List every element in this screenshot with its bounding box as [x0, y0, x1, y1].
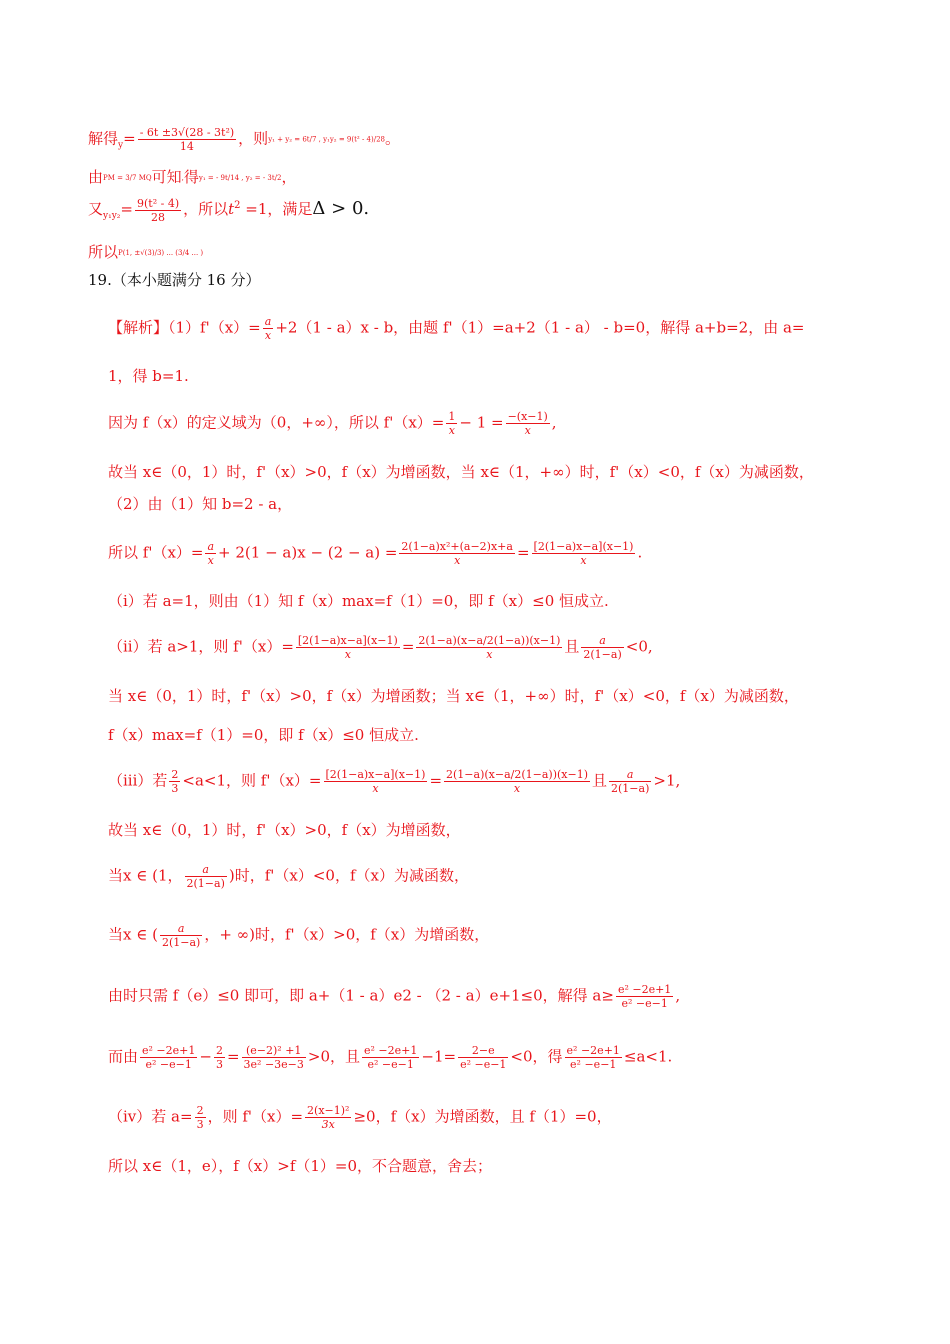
case-ii-monotonic: 当 x∈（0，1）时，f'（x）>0，f（x）为增函数；当 x∈（1，+∞）时，f'（x）<0，f（x）为减函数， [108, 687, 799, 705]
fraction: $\frac{2}{3}$ [171, 768, 179, 795]
analysis-b-value: 1，得 b=1. [108, 367, 189, 385]
case-i: （i）若 a=1，则由（1）知 f（x）max=f（1）=0，即 f（x）≤0 恒成立. [108, 592, 609, 610]
fraction: $\frac{\text{9(t² - 4)}}{28}$ [136, 196, 180, 224]
case-iii-increasing: 故当 x∈（0，1）时，f'（x）>0，f（x）为增函数， [108, 821, 461, 839]
comparison: 而由 $\frac{\text{e² −2e+1}}{\text{e² −e−1}}$ − $\frac{2}{3}$ = $\frac{\text{(e−2)² +1}}{\text{3e² −3e−3}}$ >0，且 $\frac{\text{e² −2e+1}}{\text{e² −e−1}}$ −1= $\frac{2-e}{\text{e² −e−1}}$ <0，得 $\frac{\text{e² −2e+1}}{\text{e² −e−1}}$ ≤a<1. [108, 1044, 673, 1071]
fraction: $\frac{-(x-1)}{x}$ [507, 410, 548, 437]
line-from-pm: 由PM = 3/7 MQ可知,得y₁ = - 9t/14 , y₂ = - 3t/2， [88, 168, 297, 186]
line-also: 又$_{y_1y_2}$= $\frac{\text{9(t² - 4)}}{28}$ ，所以$t^2 =1$，满足Δ > 0. [88, 196, 370, 224]
fraction: $\frac{\text{2(x−1)²}}{3x}$ [307, 1104, 350, 1131]
domain-derivative: 因为 f（x）的定义域为（0，+∞），所以 f'（x）= $\frac{1}{x}$ − 1 = $\frac{-(x-1)}{x}$ , [108, 410, 557, 437]
derivative-factored: 所以 f'（x）= $\frac{a}{x}$ + 2(1 − a)x − (2 − a) = $\frac{\text{2(1−a)x²+(a−2)x+a}}{x}$ = $\frac{[2(1-a)x-a](x-1)}{x}$ . [108, 540, 643, 567]
problem-number-19: 19.（本小题满分 16 分） [88, 271, 261, 289]
fraction: $\frac{a}{2(1-a)}$ [186, 863, 225, 890]
fraction: $\frac{2}{3}$ [215, 1044, 223, 1071]
case-iii-decreasing: 当x ∈ (1， $\frac{a}{2(1-a)}$ )时，f'（x）<0，f（x）为减函数， [108, 863, 469, 890]
fraction: $\frac{[2(1-a)x-a](x-1)}{x}$ [297, 634, 398, 661]
monotonic-intervals: 故当 x∈（0，1）时，f'（x）>0，f（x）为增函数，当 x∈（1，+∞）时，f'（x）<0，f（x）为减函数， [108, 463, 814, 481]
fraction: $\frac{\text{e² −2e+1}}{\text{e² −e−1}}$ [364, 1044, 418, 1071]
fraction: $\frac{a}{2(1-a)}$ [583, 634, 622, 661]
fraction: $\frac{2-e}{\text{e² −e−1}}$ [460, 1044, 507, 1071]
case-ii: （ii）若 a>1，则 f'（x）= $\frac{[2(1-a)x-a](x-1)}{x}$ = $\frac{2(1-a)(x-a/2(1-a))(x-1)}{x}$ 且 $\frac{a}{2(1-a)}$ <0, [108, 634, 653, 661]
analysis-part1: 【解析】（1）f'（x）= $\frac{a}{x}$ +2（1 - a）x - b，由题 f'（1）=a+2（1 - a） - b=0，解得 a+b=2，由 a= [108, 315, 805, 342]
line-solve-y: 解得$_y$= $\frac{\text{- 6t ±3√(28 - 3t²)}}{14}$ ，则y₁ + y₂ = 6t/7 , y₁y₂ = 9(t² - 4)/28。 [88, 126, 401, 153]
fraction: $\frac{\text{e² −2e+1}}{\text{e² −e−1}}$ [566, 1044, 620, 1071]
case-ii-max: f（x）max=f（1）=0，即 f（x）≤0 恒成立. [108, 726, 419, 744]
fraction: $\frac{2(1-a)(x-a/2(1-a))(x-1)}{x}$ [446, 768, 588, 795]
fraction: $\frac{\text{2(1−a)x²+(a−2)x+a}}{x}$ [401, 540, 513, 567]
fraction: $\frac{2(1-a)(x-a/2(1-a))(x-1)}{x}$ [418, 634, 561, 661]
case-iii-increasing-2: 当x ∈ ( $\frac{a}{2(1-a)}$ ，+ ∞)时，f'（x）>0，f（x）为增函数， [108, 922, 490, 949]
part2-b-relation: （2）由（1）知 b=2 - a， [108, 495, 293, 513]
case-iv: （iv）若 a= $\frac{2}{3}$ ，则 f'（x）= $\frac{\text{2(x−1)²}}{3x}$ ≥0，f（x）为增函数，且 f（1）=0， [108, 1104, 612, 1131]
condition-fe: 由时只需 f（e）≤0 即可，即 a+（1 - a）e2 - （2 - a）e+1≤0，解得 a≥ $\frac{\text{e² −2e+1}}{\text{e² −e−1}}$ , [108, 983, 681, 1010]
fraction: $\frac{\text{e² −2e+1}}{\text{e² −e−1}}$ [617, 983, 672, 1010]
fraction: $\frac{\text{e² −2e+1}}{\text{e² −e−1}}$ [142, 1044, 196, 1071]
fraction: $\frac{\text{- 6t ±3√(28 - 3t²)}}{14}$ [139, 126, 235, 153]
line-so: 所以P(1, ±√(3)/3) ... (3/4 ... ) [88, 243, 204, 261]
fraction: $\frac{a}{x}$ [207, 540, 215, 567]
fraction: $\frac{[2(1-a)x-a](x-1)}{x}$ [325, 768, 426, 795]
case-iii: （iii）若 $\frac{2}{3}$ <a<1，则 f'（x）= $\frac{[2(1-a)x-a](x-1)}{x}$ = $\frac{2(1-a)(x-a/2(1-a))(x-1)}{x}$ 且 $\frac{a}{2(1-a)}$ >1, [108, 768, 681, 795]
fraction: $\frac{\text{(e−2)² +1}}{\text{3e² −3e−3}}$ [243, 1044, 304, 1071]
fraction: $\frac{[2(1-a)x-a](x-1)}{x}$ [533, 540, 634, 567]
fraction: $\frac{a}{x}$ [264, 315, 272, 342]
fraction: $\frac{a}{2(1-a)}$ [611, 768, 650, 795]
case-iv-conclusion: 所以 x∈（1，e），f（x）>f（1）=0，不合题意，舍去； [108, 1157, 493, 1175]
fraction: $\frac{a}{2(1-a)}$ [161, 922, 201, 949]
fraction: $\frac{2}{3}$ [196, 1104, 204, 1131]
fraction: $\frac{1}{x}$ [448, 410, 456, 437]
